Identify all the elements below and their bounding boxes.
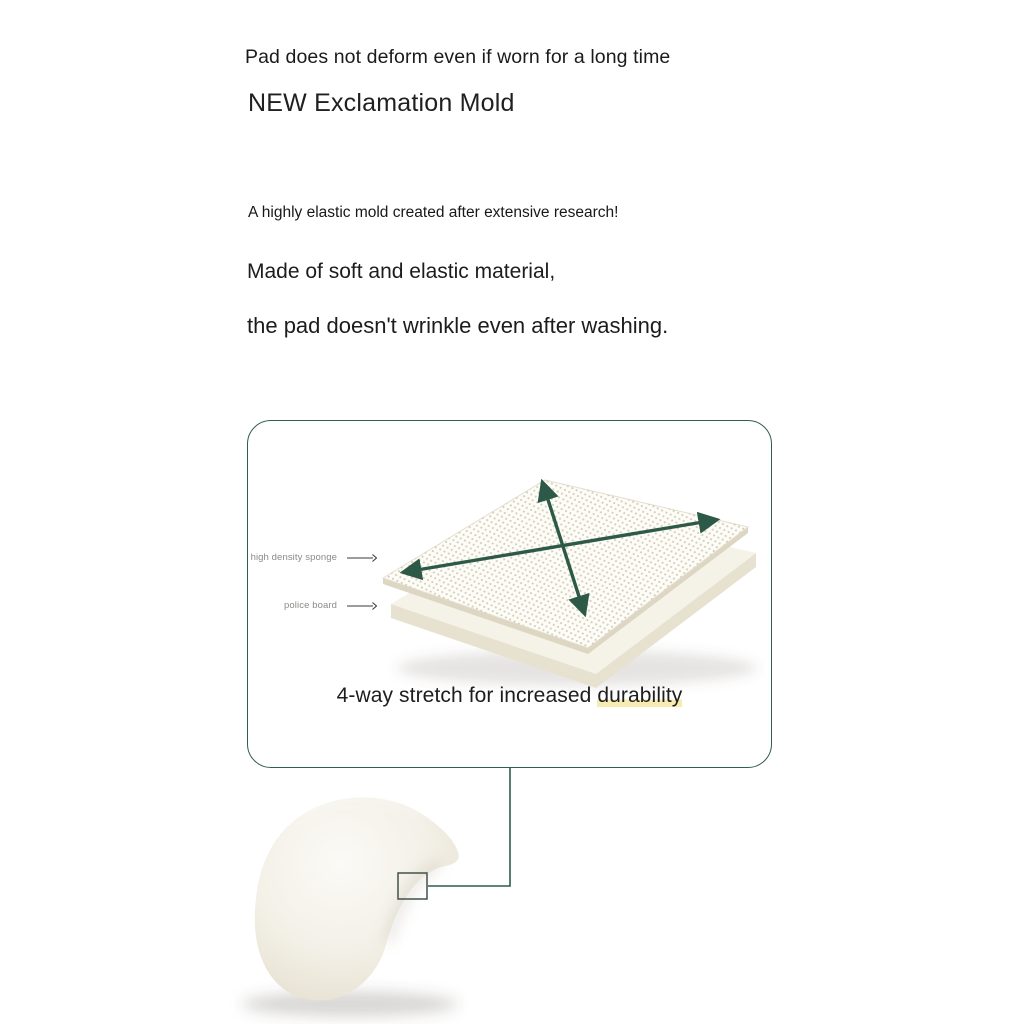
pad-render-area bbox=[200, 760, 620, 1024]
page-title: NEW Exclamation Mold bbox=[248, 89, 515, 117]
caption-main: 4-way stretch for increased bbox=[336, 684, 598, 707]
pad-shape bbox=[255, 797, 459, 1000]
tagline-text: Pad does not deform even if worn for a long time bbox=[245, 45, 671, 68]
callout-label: high density sponge bbox=[250, 552, 337, 563]
body-line-1: Made of soft and elastic material, bbox=[247, 260, 556, 283]
pad-layer-illustration bbox=[247, 420, 772, 768]
pad-shadow bbox=[242, 991, 458, 1017]
callout-police-board bbox=[200, 600, 377, 611]
callout-label: police board bbox=[284, 600, 337, 611]
callout-arrow-icon bbox=[347, 601, 377, 611]
subtext: A highly elastic mold created after extensive research! bbox=[248, 203, 619, 221]
connector-line bbox=[428, 768, 510, 886]
body-line-2: the pad doesn't wrinkle even after washing. bbox=[247, 313, 669, 338]
callout-high-density-sponge bbox=[200, 552, 377, 563]
caption-highlight: durability bbox=[597, 684, 683, 707]
callout-arrow-icon bbox=[347, 553, 377, 563]
stretch-caption bbox=[247, 684, 772, 708]
